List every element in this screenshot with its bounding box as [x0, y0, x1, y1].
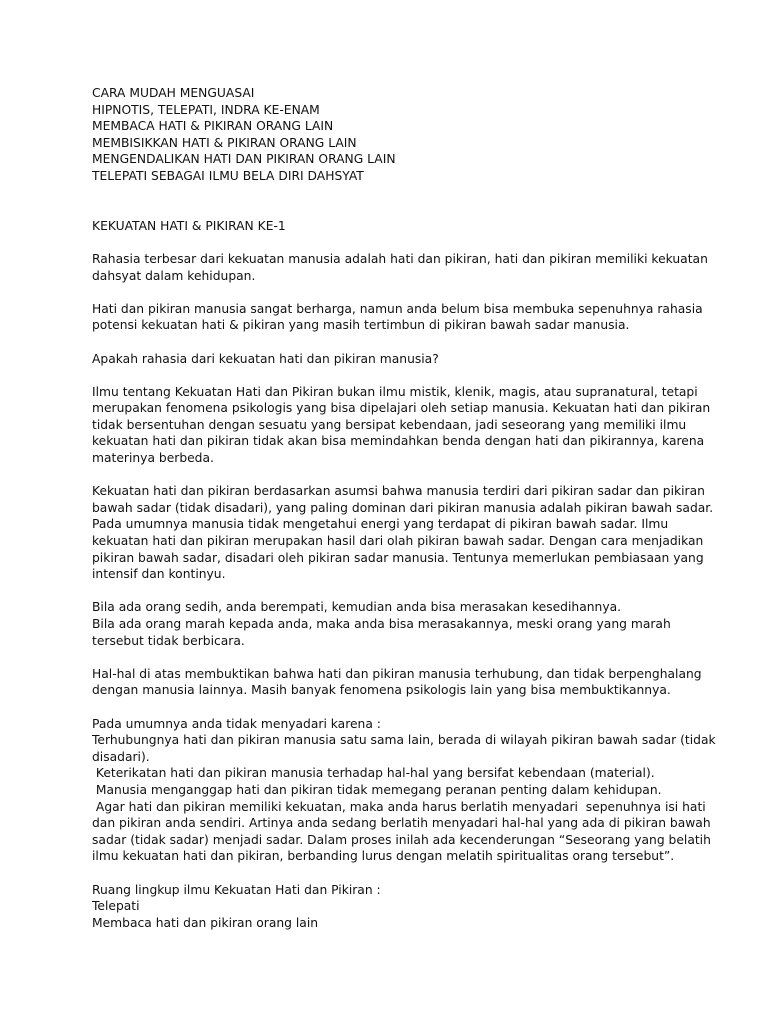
text-line: Telepati: [92, 899, 140, 914]
title-line: MENGENDALIKAN HATI DAN PIKIRAN ORANG LAIN: [92, 152, 396, 167]
text-line: potensi kekuatan hati & pikiran yang masih tertimbun di pikiran bawah sadar manusia.: [92, 318, 630, 333]
text-line: bawah sadar (tidak disadari), yang paling dominan dari pikiran manusia adalah pikiran bawah sadar.: [92, 500, 714, 515]
title-line: TELEPATI SEBAGAI ILMU BELA DIRI DAHSYAT: [92, 168, 364, 183]
text-line: Terhubungnya hati dan pikiran manusia satu sama lain, berada di wilayah pikiran bawah sadar (tidak: [92, 733, 716, 748]
text-line: kekuatan hati dan pikiran tidak akan bisa memindahkan benda dengan hati dan pikirannya, karena: [92, 434, 705, 449]
text-line: Kekuatan hati dan pikiran berdasarkan asumsi bahwa manusia terdiri dari pikiran sadar dan pikiran: [92, 484, 705, 499]
text-line: Hati dan pikiran manusia sangat berharga, namun anda belum bisa membuka sepenuhnya rahasia: [92, 301, 703, 316]
text-line: dahsyat dalam kehidupan.: [92, 268, 256, 283]
text-line: materinya berbeda.: [92, 451, 214, 466]
text-line: Ruang lingkup ilmu Kekuatan Hati dan Pikiran :: [92, 882, 381, 897]
section-heading: KEKUATAN HATI & PIKIRAN KE-1: [92, 218, 286, 233]
text-line: tersebut tidak berbicara.: [92, 633, 245, 648]
text-line: Hal-hal di atas membuktikan bahwa hati dan pikiran manusia terhubung, dan tidak berpenghalang: [92, 666, 702, 681]
title-line: HIPNOTIS, TELEPATI, INDRA KE-ENAM: [92, 102, 320, 117]
text-line: dan pikiran anda sendiri. Artinya anda sedang berlatih menyadari hal-hal yang ada di pikiran bawah: [92, 816, 711, 831]
text-line: Bila ada orang marah kepada anda, maka anda bisa merasakannya, meski orang yang marah: [92, 617, 671, 631]
paragraph-5: [92, 483, 712, 583]
text-line: Bila ada orang sedih, anda berempati, kemudian anda bisa merasakan kesedihannya.: [92, 600, 622, 615]
paragraph-8: [92, 716, 716, 865]
text-line: Membaca hati dan pikiran orang lain: [92, 915, 319, 930]
text-line: Pada umumnya anda tidak menyadari karena :: [92, 716, 381, 731]
text-line: merupakan fenomena psikologis yang bisa dipelajari oleh setiap manusia. Kekuatan hati dan pikiran: [92, 401, 711, 416]
text-line: Ilmu tentang Kekuatan Hati dan Pikiran bukan ilmu mistik, klenik, magis, atau supranatural, tetapi: [92, 384, 698, 399]
text-line: Keterikatan hati dan pikiran manusia terhadap hal-hal yang bersifat kebendaan (material).: [92, 766, 655, 781]
paragraph-6: [92, 599, 712, 649]
text-line: Apakah rahasia dari kekuatan hati dan pikiran manusia?: [92, 351, 439, 366]
text-line: tidak bersentuhan dengan sesuatu yang bersipat kebendaan, jadi seseorang yang memiliki ilmu: [92, 417, 687, 432]
document-title-block: [92, 85, 712, 185]
text-line: kekuatan hati dan pikiran merupakan hasil dari olah pikiran bawah sadar. Dengan cara menjadikan: [92, 534, 704, 549]
paragraph-3: [92, 351, 712, 368]
text-line: Pada umumnya manusia tidak mengetahui energi yang terdapat di pikiran bawah sadar. Ilmu: [92, 517, 669, 532]
paragraph-2: [92, 301, 712, 334]
paragraph-9: [92, 882, 712, 932]
paragraph-1: [92, 251, 712, 284]
paragraph-7: [92, 666, 712, 699]
text-line: ilmu kekuatan hati dan pikiran, berbanding lurus dengan melatih spiritualitas orang tersebut”.: [92, 849, 675, 864]
title-line: MEMBISIKKAN HATI & PIKIRAN ORANG LAIN: [92, 135, 357, 150]
text-line: intensif dan kontinyu.: [92, 567, 226, 582]
text-line: Agar hati dan pikiran memiliki kekuatan, maka anda harus berlatih menyadari sepenuhnya isi hati: [92, 799, 706, 814]
text-line: sadar (tidak sadar) menjadi sadar. Dalam proses inilah ada kecenderungan “Seseorang yang belatih: [92, 832, 711, 847]
title-line: MEMBACA HATI & PIKIRAN ORANG LAIN: [92, 119, 334, 134]
text-line: disadari).: [92, 749, 150, 764]
text-line: pikiran bawah sadar, disadari oleh pikiran sadar manusia. Tentunya memerlukan pembiasaan yang: [92, 550, 704, 565]
text-line: Manusia menganggap hati dan pikiran tidak memegang peranan penting dalam kehidupan.: [92, 782, 662, 797]
text-line: Rahasia terbesar dari kekuatan manusia adalah hati dan pikiran, hati dan pikiran memiliki kekuatan: [92, 251, 708, 266]
text-line: dengan manusia lainnya. Masih banyak fenomena psikologis lain yang bisa membuktikannya.: [92, 683, 671, 698]
paragraph-4: [92, 384, 712, 467]
title-line: CARA MUDAH MENGUASAI: [92, 86, 255, 100]
